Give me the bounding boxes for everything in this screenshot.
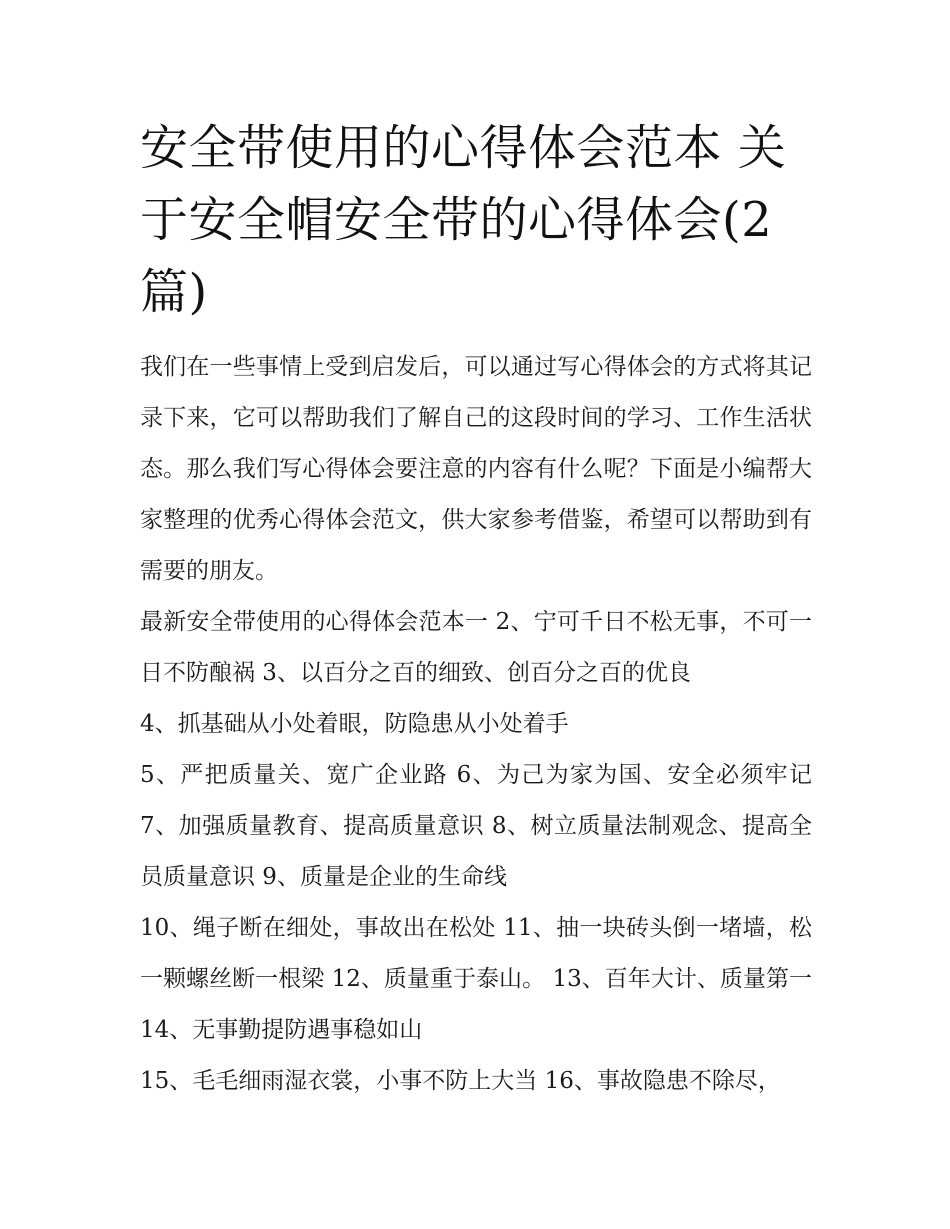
document-title: 安全带使用的心得体会范本 关于安全帽安全带的心得体会(2篇) <box>140 120 787 320</box>
slogan-paragraph-3: 5、严把质量关、宽广企业路 6、为己为家为国、安全必须牢记 7、加强质量教育、提高质量意识 8、树立质量法制观念、提高全员质量意识 9、质量是企业的生命线 <box>140 762 812 890</box>
intro-paragraph: 我们在一些事情上受到启发后，可以通过写心得体会的方式将其记录下来，它可以帮助我们了解自己的这段时间的学习、工作生活状态。那么我们写心得体会要注意的内容有什么呢？下面是小编帮大家整理的优秀心得体会范文，供大家参考借鉴，希望可以帮助到有需要的朋友。 <box>140 354 812 584</box>
slogan-paragraph-5: 15、毛毛细雨湿衣裳，小事不防上大当 16、事故隐患不除尽， <box>140 1068 781 1094</box>
slogan-paragraph-4: 10、绳子断在细处，事故出在松处 11、抽一块砖头倒一堵墙，松一颗螺丝断一根梁 12、质量重于泰山。 13、百年大计、质量第一 14、无事勤提防遇事稳如山 <box>140 915 812 1043</box>
slogan-paragraph-2: 4、抓基础从小处着眼，防隐患从小处着手 <box>140 711 569 737</box>
slogan-paragraph-1: 最新安全带使用的心得体会范本一 2、宁可千日不松无事，不可一日不防酿祸 3、以百分之百的细致、创百分之百的优良 <box>140 609 812 686</box>
document-body <box>140 112 812 1107</box>
